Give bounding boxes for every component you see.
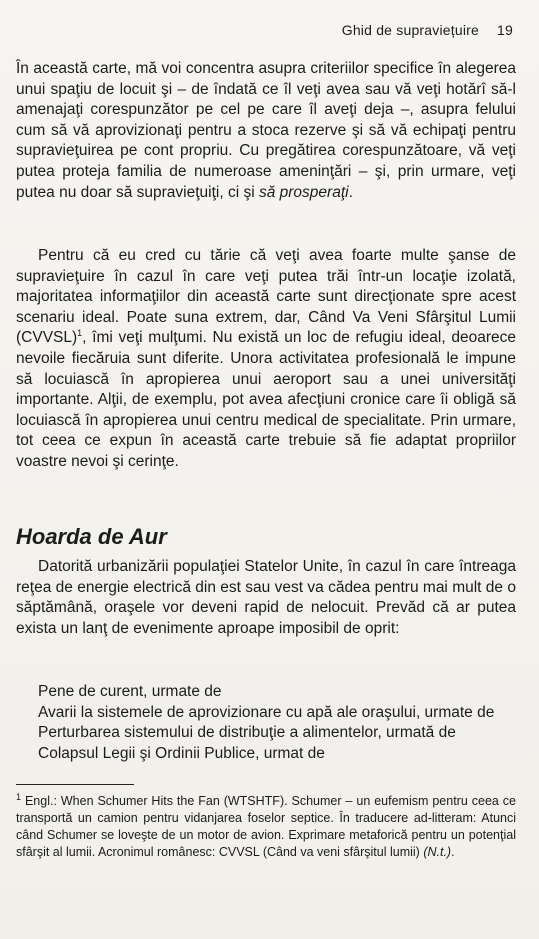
event-chain-item: Pene de curent, urmate de xyxy=(38,683,222,700)
paragraph-3-text: Datorită urbanizării populaţiei Statelor Unite, în cazul în care întreaga reţea de energie electrică din est sau vest va cădea pentru mai mult de o săptămână, oraşele vor deveni rapid de nelocuit. Prevăd că ar putea exista un lanţ de evenimente aproape imposibil de oprit: xyxy=(16,558,516,637)
translator-note: (N.t.) xyxy=(423,845,452,859)
running-title: Ghid de supraviețuire xyxy=(341,22,480,38)
footnote-reference[interactable]: 1 xyxy=(77,328,83,339)
paragraph-3 xyxy=(16,557,516,639)
footnote-marker: 1 xyxy=(16,791,22,802)
paragraph-1-end: . xyxy=(348,183,353,201)
event-chain-item: Colapsul Legii şi Ordinii Publice, urmat de xyxy=(38,744,325,762)
footnote-end: . xyxy=(451,845,455,859)
event-chain-item: Avarii la sistemele de aprovizionare cu apă ale oraşului, urmate de xyxy=(38,703,495,721)
section-heading: Hoarda de Aur xyxy=(16,524,167,549)
footnote-divider xyxy=(16,784,134,785)
page-number: 19 xyxy=(497,22,513,38)
footnote-text: Engl.: When Schumer Hits the Fan (WTSHTF). Schumer – un eufemism pentru ceea ce transportă un camion pentru vidanjarea foselor septice. În traducere ad-litteram: Atunci când Schumer se loveşte de un motor de avion. Exprimare metaforică pentru un potenţial sfârşit al lumii. Acronimul românesc: CVVSL (Când va veni sfârşitul lumii) xyxy=(16,794,516,859)
paragraph-2-text-b: , îmi veţi mulţumi. Nu există un loc de refugiu ideal, deoarece nevoile fiecăruia sunt diferite. Unora activitatea profesională le impune să locuiască în apropierea unui aeroport sau a unei universităţi importante. Alţii, de exemplu, pot avea afecţiuni cronice care îi obligă să locuiască în apropierea unui centru medical de specialitate. Prin urmare, tot ceea ce expun în această carte trebuie să fie adaptat propriilor voastre nevoi şi cerinţe. xyxy=(16,329,516,470)
paragraph-1 xyxy=(16,59,516,203)
paragraph-2 xyxy=(16,246,516,473)
paragraph-1-text: În această carte, mă voi concentra asupra criteriilor specifice în alegerea unui spaţiu de locuit şi – de îndată ce îl veţi avea sau vă veţi hotărî să-l amenajaţi corespunzător pe cel pe care îl aveţi deja –, asupra felului cum să vă aprovizionaţi pentru a stoca rezerve şi să vă echipaţi pentru supravieţuirea pe cont propriu. Cu pregătirea corespunzătoare, vă veţi putea proteja familia de numeroase ameninţări – şi, prin urmare, veţi putea nu doar să supravieţuiţi, ci şi xyxy=(16,60,516,201)
footnote xyxy=(16,793,516,861)
running-head xyxy=(342,22,513,38)
event-chain-item: Perturbarea sistemului de distribuţie a alimentelor, urmată de xyxy=(38,724,456,742)
paragraph-1-italic: să prosperaţi xyxy=(258,183,349,201)
event-chain-list xyxy=(38,682,518,764)
paragraph-2-text-a: Pentru că eu cred cu tărie că veţi avea foarte multe şanse de supravieţuire în cazul în care veţi putea trăi într-un locaţie izolată, majoritatea informaţiilor din această carte sunt direcţionate spre acest scenariu ideal. Poate suna extrem, dar, Când Va Veni Sfârşitul Lumii (CVVSL) xyxy=(16,247,516,347)
